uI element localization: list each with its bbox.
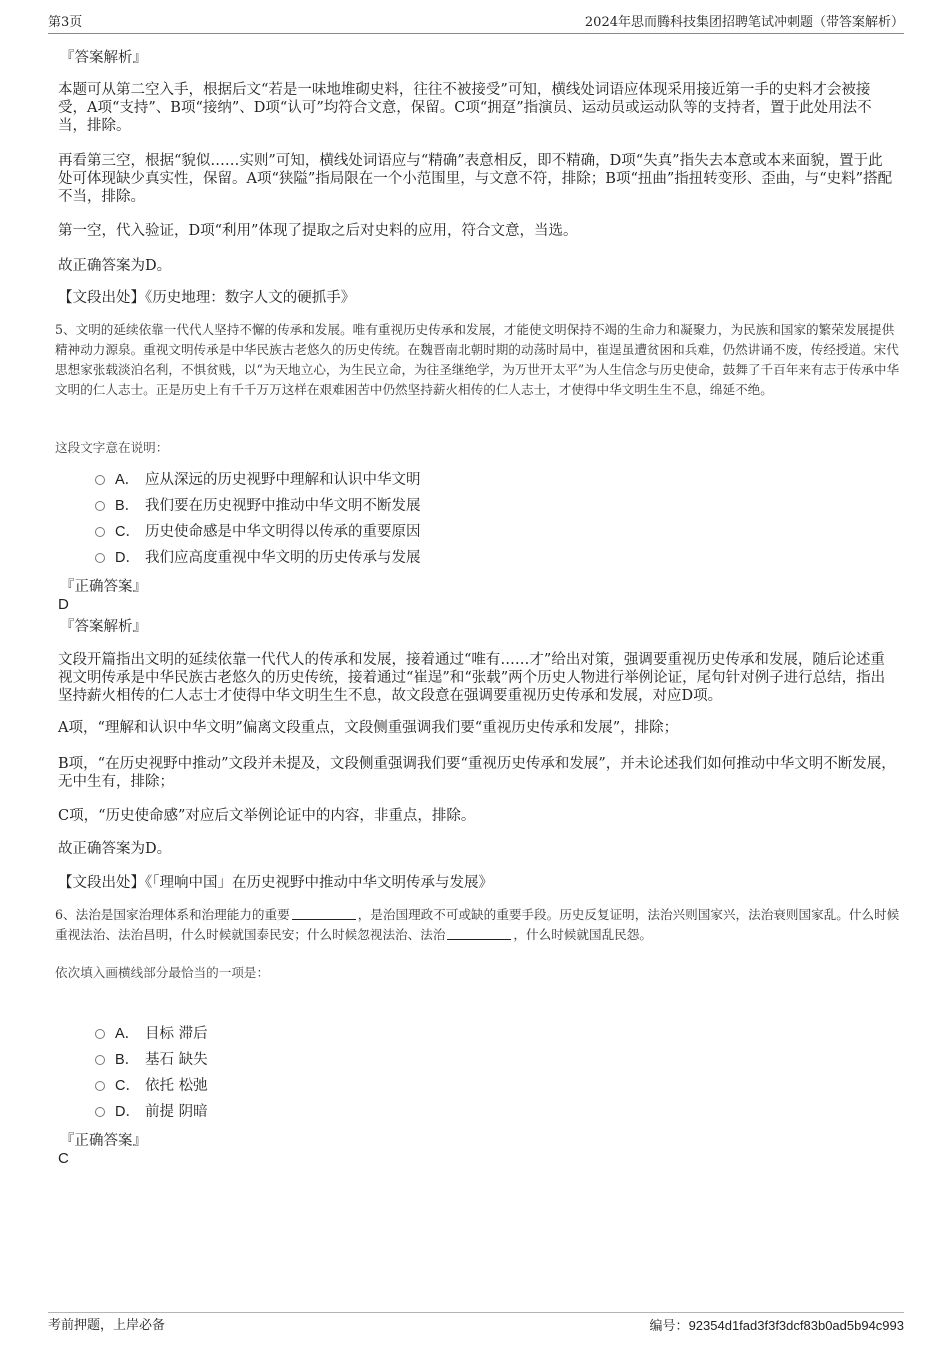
q5-analysis-p1: 文段开篇指出文明的延续依靠一代代人的传承和发展，接着通过“唯有……才”给出对策，强调要重视历史传承和发展，随后论述重视文明传承是中华民族古老悠久的历史传统，接着通过“崔逞”和“张载”两个历史人物进行举例论证，尾句针对例子进行总结，指出坚持薪火相传的仁人志士才使得中华文明生生不息，故文段意在强调要重视历史传承和发展，对应D项。 xyxy=(58,652,886,704)
q6-stem-part1: 6、法治是国家治理体系和治理能力的重要 xyxy=(55,907,290,922)
q6-option-d[interactable] xyxy=(95,1102,208,1122)
code-label: 编号： xyxy=(649,1319,689,1334)
option-letter: D． xyxy=(115,550,140,566)
fill-blank-1 xyxy=(292,907,356,920)
radio-icon[interactable] xyxy=(95,475,105,485)
document-code xyxy=(650,1315,904,1338)
fill-blank-2 xyxy=(447,927,511,940)
radio-icon[interactable] xyxy=(95,501,105,511)
q5-option-b[interactable] xyxy=(95,496,421,516)
document-title: 2024年思而腾科技集团招聘笔试冲刺题（带答案解析） xyxy=(584,15,904,30)
q4-analysis-p1: 本题可从第二空入手，根据后文“若是一味地堆砌史料，往往不被接受”可知，横线处词语应体现采用接近第一手的史料才会被接受，A项“支持”、B项“接纳”、D项“认可”均符合文意，保留。C项“拥趸”指演员、运动员或运动队等的支持者，置于此处用法不当，排除。 xyxy=(58,82,872,134)
page-footer xyxy=(48,1312,904,1335)
radio-icon[interactable] xyxy=(95,1029,105,1039)
q4-analysis-p3: 第一空，代入验证，D项“利用”体现了提取之后对史料的应用，符合文意，当选。 xyxy=(58,223,578,239)
option-letter: C． xyxy=(115,1078,140,1094)
option-letter: C． xyxy=(115,524,140,540)
page-header xyxy=(48,13,904,34)
radio-icon[interactable] xyxy=(95,527,105,537)
q6-stem-part2: ，是治国理政不可或缺的重要手段。历史反复证明，法治兴则国家兴，法治衰则国家乱。什么时候重视法治、法治昌明，什么时候就国泰民安；什么时候忽视法治、法治 xyxy=(55,907,900,942)
q6-option-c[interactable] xyxy=(95,1076,208,1096)
q5-analysis-title: 『答案解析』 xyxy=(60,619,147,635)
option-letter: D． xyxy=(115,1104,140,1120)
q5-option-c[interactable] xyxy=(95,522,421,542)
option-letter: A． xyxy=(115,472,140,488)
q6-prompt: 依次填入画横线部分最恰当的一项是： xyxy=(55,965,270,980)
option-text: 应从深远的历史视野中理解和认识中华文明 xyxy=(145,472,421,488)
option-text: 我们要在历史视野中推动中华文明不断发展 xyxy=(145,498,421,514)
q4-analysis-p4: 故正确答案为D。 xyxy=(58,258,172,274)
q6-stem xyxy=(55,905,900,945)
q6-answer: C xyxy=(58,1150,69,1167)
q5-option-a[interactable] xyxy=(95,470,421,490)
footer-slogan: 考前押题，上岸必备 xyxy=(48,1318,166,1333)
option-text: 前提 阴暗 xyxy=(145,1104,208,1120)
q6-option-b[interactable] xyxy=(95,1050,208,1070)
option-text: 依托 松弛 xyxy=(145,1078,208,1094)
radio-icon[interactable] xyxy=(95,553,105,563)
q6-stem-part3: ，什么时候就国乱民怨。 xyxy=(513,927,652,942)
option-text: 目标 滞后 xyxy=(145,1026,208,1042)
radio-icon[interactable] xyxy=(95,1081,105,1091)
option-letter: B． xyxy=(115,1052,140,1068)
option-letter: A． xyxy=(115,1026,140,1042)
q6-option-a[interactable] xyxy=(95,1024,208,1044)
q5-analysis-p3: B项，“在历史视野中推动”文段并未提及，文段侧重强调我们要“重视历史传承和发展”，并未论述我们如何推动中华文明不断发展，无中生有，排除； xyxy=(58,756,896,790)
q5-stem: 5、文明的延续依靠一代代人坚持不懈的传承和发展。唯有重视历史传承和发展，才能使文明保持不竭的生命力和凝聚力，为民族和国家的繁荣发展提供精神动力源泉。重视文明传承是中华民族古老悠久的历史传统。在魏晋南北朝时期的动荡时局中，崔逞虽遭贫困和兵难，仍然讲诵不废，传经授道。宋代思想家张载淡泊名利，不惧贫贱，以“为天地立心，为生民立命，为往圣继绝学，为万世开太平”为人生信念与历史使命，鼓舞了千百年来有志于传承中华文明的仁人志士。正是历史上有千千万万这样在艰难困苦中仍然坚持薪火相传的仁人志士，才使得中华文明生生不息，绵延不绝。 xyxy=(55,322,900,397)
q5-option-d[interactable] xyxy=(95,548,421,568)
q5-analysis-p2: A项，“理解和认识中华文明”偏离文段重点，文段侧重强调我们要“重视历史传承和发展”，排除； xyxy=(58,720,679,736)
q5-analysis-p5: 故正确答案为D。 xyxy=(58,841,172,857)
q5-prompt: 这段文字意在说明： xyxy=(55,440,169,455)
q4-source: 【文段出处】《历史地理：数字人文的硬抓手》 xyxy=(58,290,356,306)
radio-icon[interactable] xyxy=(95,1055,105,1065)
q5-source: 【文段出处】《「理响中国」在历史视野中推动中华文明传承与发展》 xyxy=(58,875,493,891)
option-text: 我们应高度重视中华文明的历史传承与发展 xyxy=(145,550,421,566)
q5-answer-title: 『正确答案』 xyxy=(60,579,147,595)
q5-answer: D xyxy=(58,596,69,613)
q4-analysis-p2: 再看第三空，根据“貌似……实则”可知，横线处词语应与“精确”表意相反，即不精确，D项“失真”指失去本意或本来面貌，置于此处可体现缺少真实性，保留。A项“狭隘”指局限在一个小范围里，与文意不符，排除；B项“扭曲”指扭转变形、歪曲，与“史料”搭配不当，排除。 xyxy=(58,153,893,205)
option-text: 历史使命感是中华文明得以传承的重要原因 xyxy=(145,524,421,540)
q4-analysis-title: 『答案解析』 xyxy=(60,50,147,66)
option-letter: B． xyxy=(115,498,140,514)
radio-icon[interactable] xyxy=(95,1107,105,1117)
q6-answer-title: 『正确答案』 xyxy=(60,1133,147,1149)
code-value: 92354d1fad3f3f3dcf83b0ad5b94c993 xyxy=(688,1318,904,1333)
q5-analysis-p4: C项，“历史使命感”对应后文举例论证中的内容，非重点，排除。 xyxy=(58,808,476,824)
option-text: 基石 缺失 xyxy=(145,1052,208,1068)
page-number: 第3页 xyxy=(48,15,83,30)
